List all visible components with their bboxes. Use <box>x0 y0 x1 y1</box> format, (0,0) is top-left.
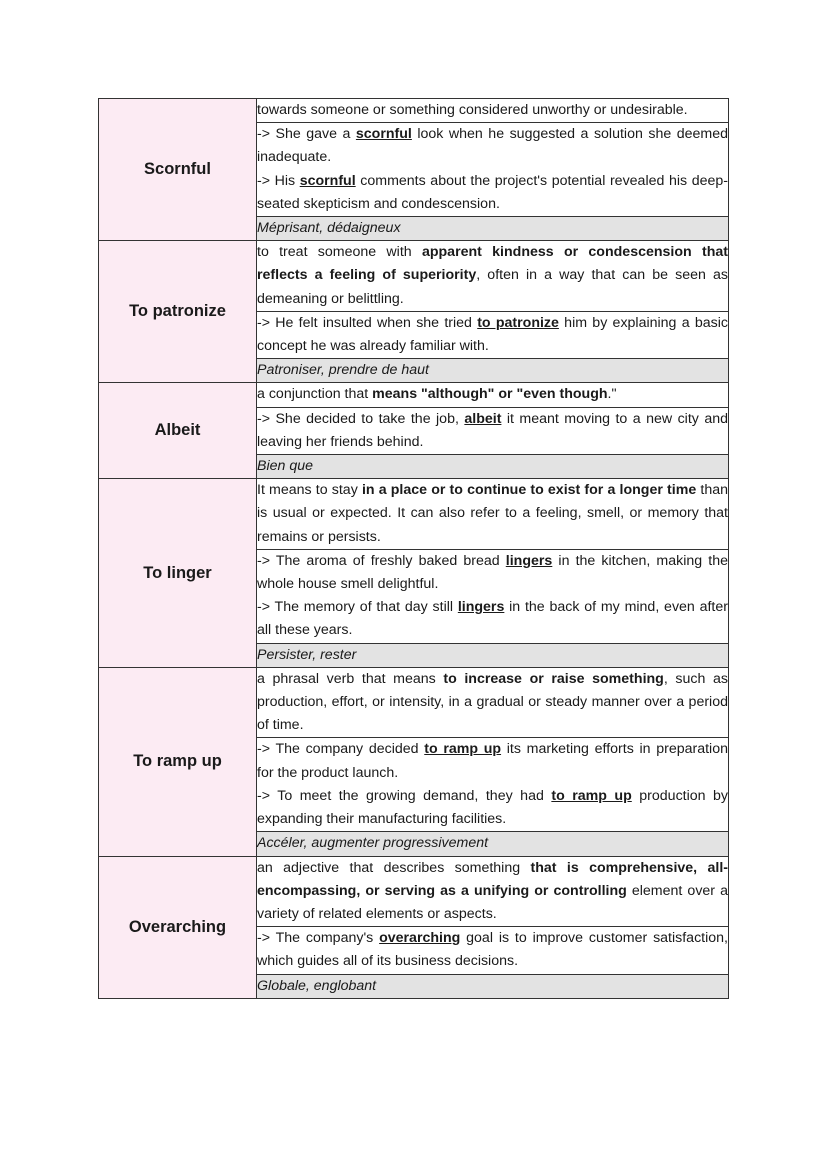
text-segment: look when he suggested a solution she deemed inadequate. <box>257 126 728 166</box>
entry-definition-row <box>99 383 729 407</box>
example-cell <box>257 311 729 358</box>
example-sentence <box>257 927 728 973</box>
text-segment: an adjective that describes something <box>257 859 531 876</box>
translation-cell: Patroniser, prendre de haut <box>257 359 729 383</box>
example-cell <box>257 123 729 217</box>
vocab-word: To patronize <box>99 241 257 383</box>
text-segment: goal is to improve customer satisfaction, which guides all of its business decisions. <box>257 930 728 970</box>
entry-definition-row <box>99 479 729 550</box>
keyword-highlight: to patronize <box>477 314 559 331</box>
definition-cell <box>257 99 729 123</box>
text-segment: comments about the project's potential revealed his deep-seated skepticism and condescension. <box>257 172 728 212</box>
text-segment: -> She decided to take the job, <box>257 410 465 427</box>
vocab-word: Overarching <box>99 856 257 998</box>
vocab-word: Scornful <box>99 99 257 241</box>
text-segment: ." <box>607 386 617 403</box>
example-sentence <box>257 408 728 454</box>
example-sentence <box>257 785 728 831</box>
translation-cell: Méprisant, dédaigneux <box>257 217 729 241</box>
text-segment: -> To meet the growing demand, they had <box>257 787 552 804</box>
example-cell <box>257 549 729 643</box>
translation-cell: Persister, rester <box>257 643 729 667</box>
text-segment: production by expanding their manufacturing facilities. <box>257 787 729 828</box>
text-segment: It means to stay <box>257 482 362 499</box>
keyword-highlight: to ramp up <box>551 787 632 804</box>
translation-cell: Globale, englobant <box>257 974 729 998</box>
entry-definition-row <box>99 856 729 927</box>
example-sentence <box>257 312 728 358</box>
text-segment: to treat someone with <box>257 244 422 261</box>
example-sentence <box>257 550 728 596</box>
text-segment: -> The company's <box>257 930 380 947</box>
translation-cell: Bien que <box>257 455 729 479</box>
example-sentence <box>257 738 728 784</box>
text-segment: its marketing efforts in preparation for the product launch. <box>257 741 728 781</box>
text-segment: in the kitchen, making the whole house smell delightful. <box>257 552 728 593</box>
bold-phrase: that is comprehensive, all-encompassing, or serving as a unifying or controlling <box>257 859 728 899</box>
example-cell <box>257 407 729 454</box>
text-segment: -> The company decided <box>257 741 425 758</box>
definition-cell <box>257 479 729 550</box>
bold-phrase: to increase or raise something <box>443 670 664 687</box>
vocabulary-table <box>98 98 729 999</box>
vocab-word: Albeit <box>99 383 257 479</box>
keyword-highlight: albeit <box>464 410 502 427</box>
text-segment: than is usual or expected. It can also refer to a feeling, smell, or memory that remains or persists. <box>257 482 728 545</box>
keyword-highlight: scornful <box>355 126 412 143</box>
keyword-highlight: lingers <box>505 552 553 569</box>
text-segment: in the back of my mind, even after all these years. <box>257 599 728 639</box>
bold-phrase: apparent kindness or condescension that reflects a feeling of superiority <box>257 244 728 284</box>
entry-definition-row <box>99 99 729 123</box>
example-cell <box>257 738 729 832</box>
text-segment: element over a variety of related elements or aspects. <box>257 882 728 922</box>
entry-definition-row <box>99 667 729 738</box>
example-sentence <box>257 170 728 216</box>
text-segment: a phrasal verb that means <box>257 670 444 687</box>
keyword-highlight: to ramp up <box>424 741 502 758</box>
bold-phrase: means "although" or "even though <box>372 386 608 403</box>
example-sentence <box>257 123 728 169</box>
keyword-highlight: overarching <box>379 930 461 947</box>
text-segment: -> He felt insulted when she tried <box>257 314 478 331</box>
entry-definition-row <box>99 241 729 312</box>
keyword-highlight: scornful <box>299 172 356 189</box>
definition-cell <box>257 383 729 407</box>
text-segment: -> The memory of that day still <box>257 599 458 616</box>
text-segment: , such as production, effort, or intensity, in a gradual or steady manner over a period of time. <box>257 670 728 734</box>
text-segment: -> She gave a <box>257 126 356 143</box>
text-segment: -> The aroma of freshly baked bread <box>257 552 506 569</box>
text-segment: , often in a way that can be seen as demeaning or belittling. <box>257 267 728 307</box>
vocab-word: To ramp up <box>99 667 257 856</box>
definition-cell <box>257 241 729 312</box>
translation-cell: Accéler, augmenter progressivement <box>257 832 729 856</box>
text-segment: a conjunction that <box>257 386 373 403</box>
definition-cell <box>257 667 729 738</box>
example-cell <box>257 927 729 974</box>
text-segment: -> His <box>257 172 300 189</box>
definition-cell <box>257 856 729 927</box>
text-segment: it meant moving to a new city and leaving her friends behind. <box>257 410 728 450</box>
example-sentence <box>257 596 728 642</box>
vocab-word: To linger <box>99 479 257 668</box>
bold-phrase: in a place or to continue to exist for a longer time <box>361 482 697 499</box>
keyword-highlight: lingers <box>457 599 505 616</box>
text-segment: towards someone or something considered unworthy or undesirable. <box>257 102 688 118</box>
text-segment: him by explaining a basic concept he was already familiar with. <box>257 314 728 355</box>
